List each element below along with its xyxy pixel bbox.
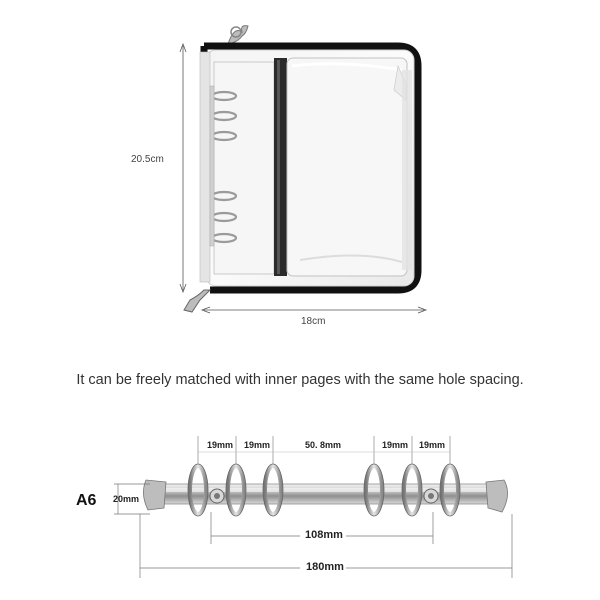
spacing-label-1: 19mm xyxy=(207,440,234,450)
mechanism-height-label: 20mm xyxy=(113,494,140,504)
spacing-label-3: 50. 8mm xyxy=(305,440,342,450)
spacing-label-2: 19mm xyxy=(244,440,271,450)
binder-height-dimension xyxy=(180,44,186,292)
zipper-pull-top xyxy=(228,26,248,44)
size-label: A6 xyxy=(76,492,97,509)
binder-width-label: 18cm xyxy=(301,316,326,327)
spacing-label-4: 19mm xyxy=(382,440,409,450)
caption-text: It can be freely matched with inner pages with the same hole spacing. xyxy=(76,372,524,388)
spacing-label-5: 19mm xyxy=(419,440,446,450)
binder-width-dimension xyxy=(202,307,426,313)
hole-span-label: 108mm xyxy=(305,529,343,541)
total-length-label: 180mm xyxy=(306,561,344,573)
binder-height-label: 20.5cm xyxy=(131,154,164,165)
